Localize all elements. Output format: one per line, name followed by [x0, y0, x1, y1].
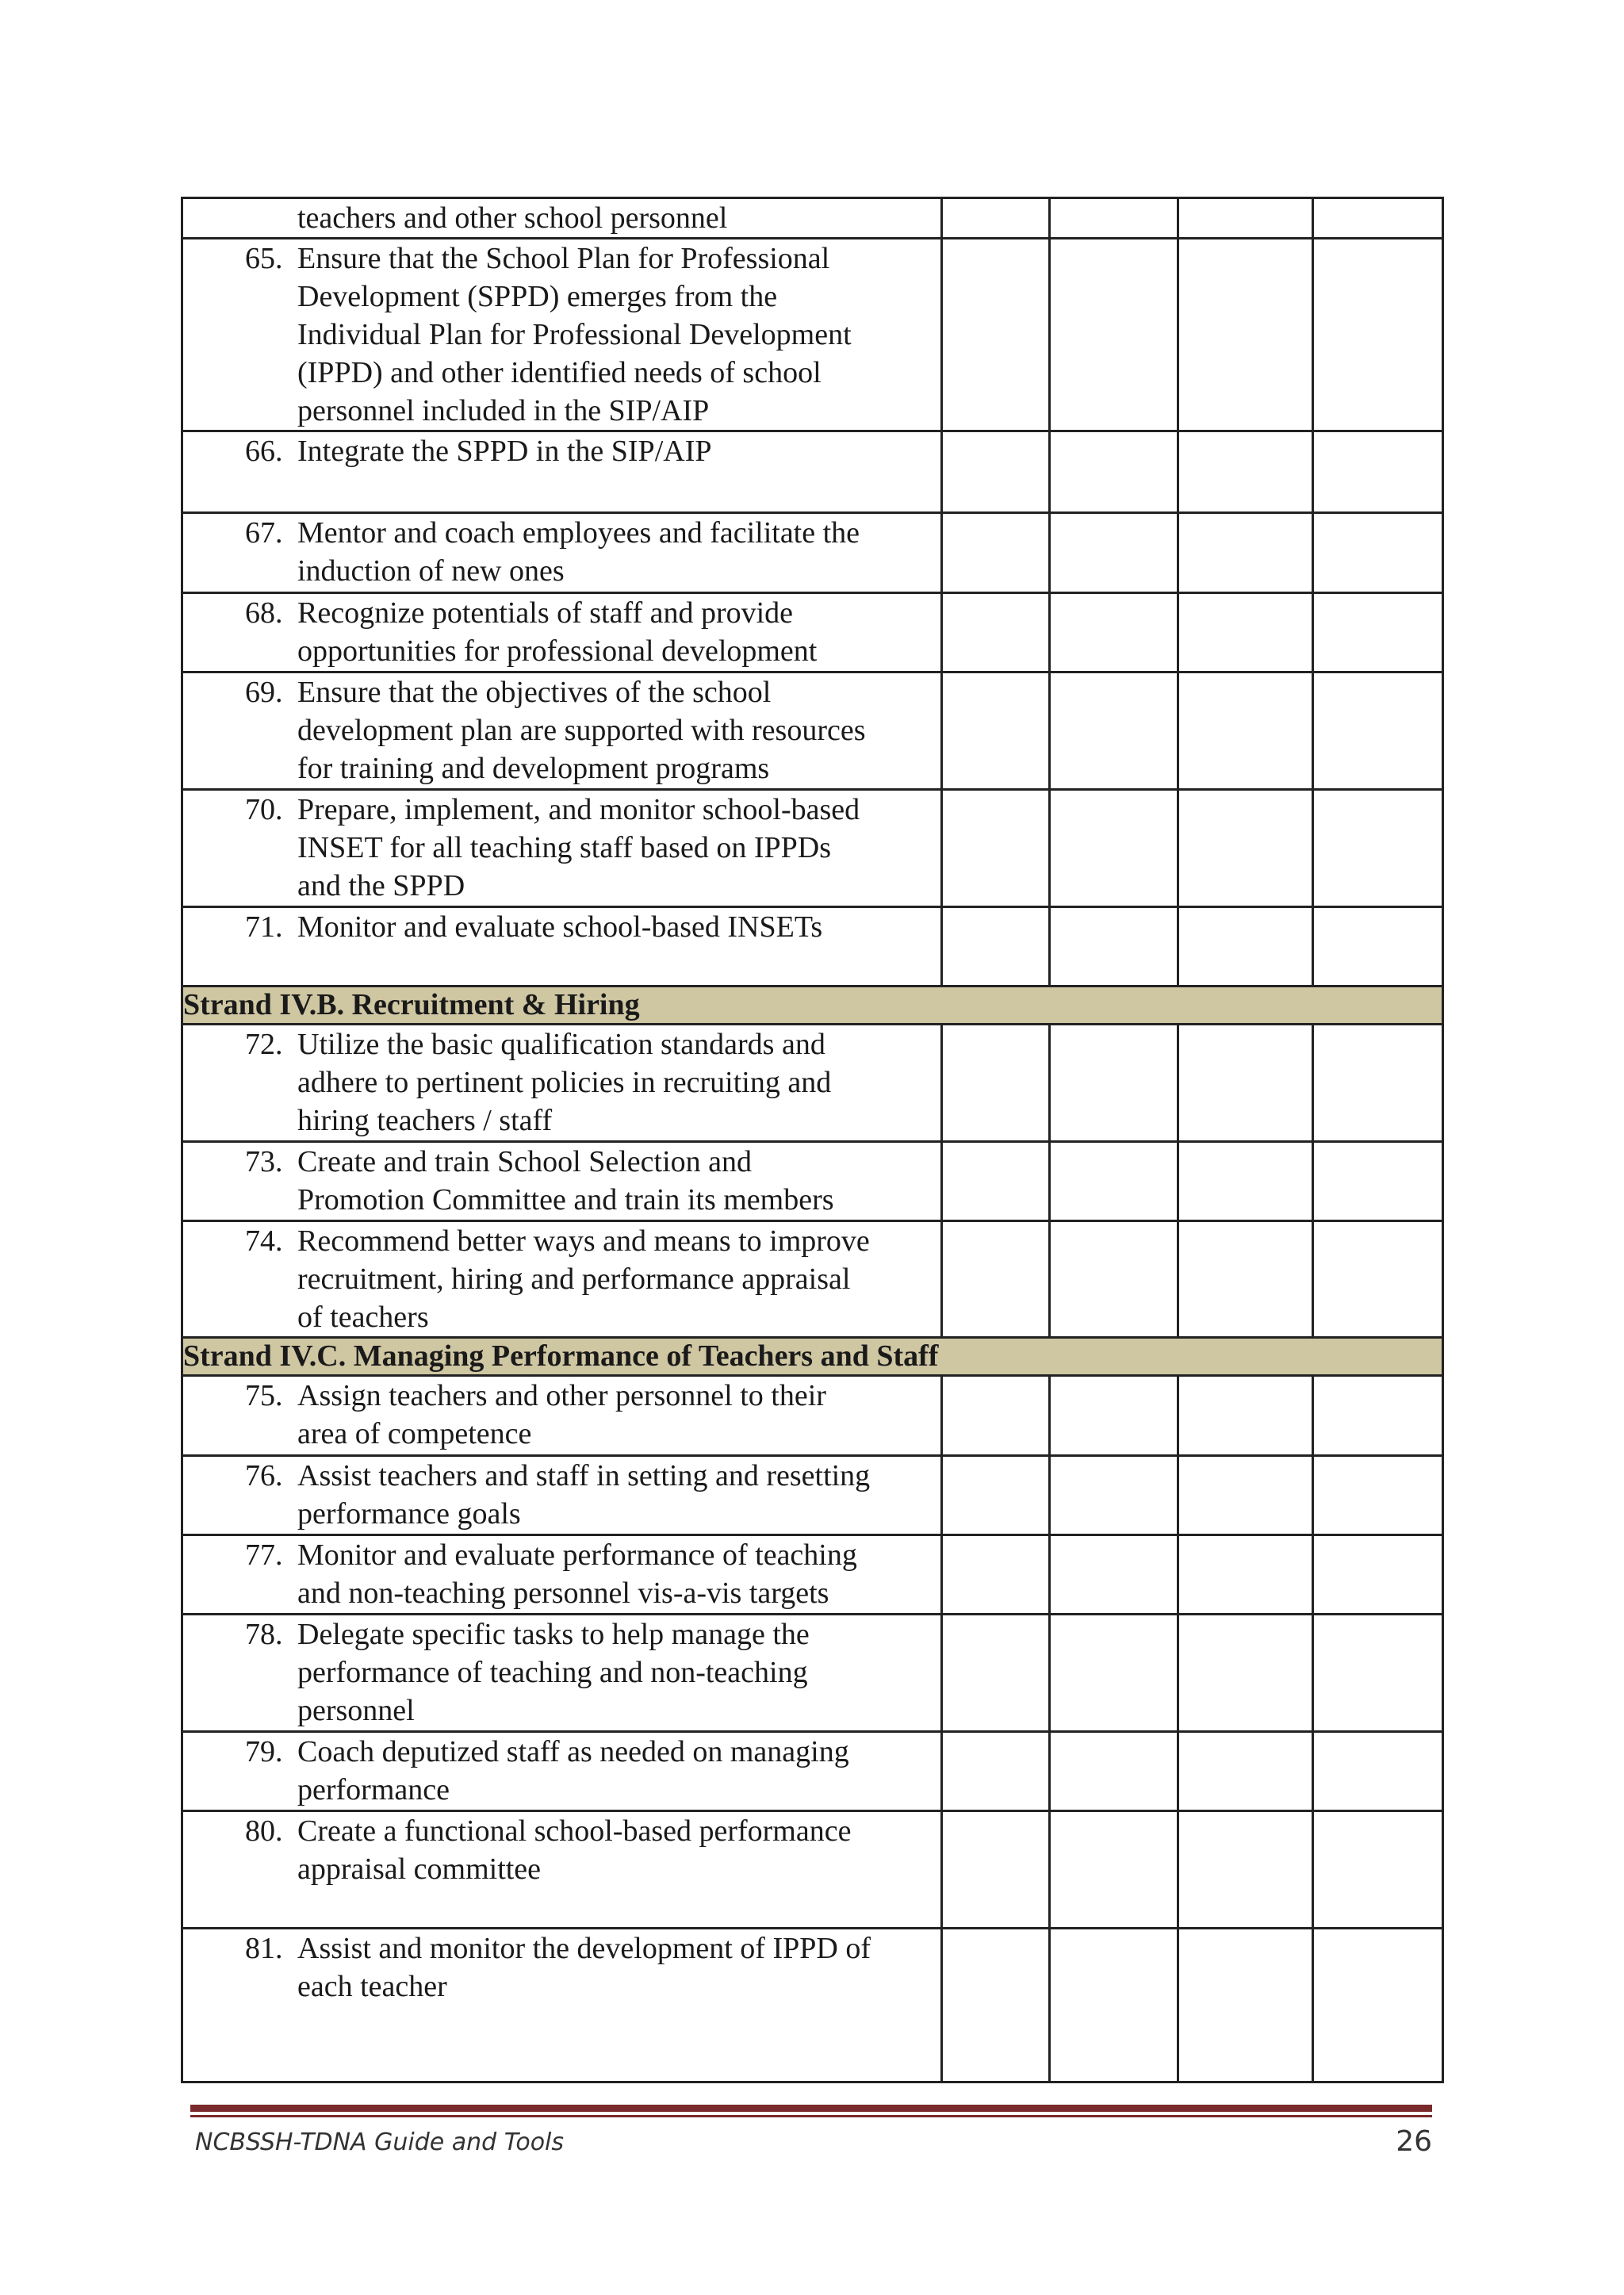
item-line: appraisal committee	[297, 1852, 542, 1886]
table-row	[182, 1732, 1443, 1811]
rating-cell[interactable]	[1050, 513, 1178, 593]
item-line: of teachers	[297, 1301, 429, 1334]
item-number: 76.	[245, 1459, 283, 1492]
item-cell	[182, 198, 942, 239]
item-line: Assist and monitor the development of IPPD of	[297, 1932, 871, 1965]
item-line: Ensure that the School Plan for Professional	[297, 242, 830, 275]
rating-cell[interactable]	[1313, 1376, 1443, 1456]
item-cell	[182, 593, 942, 672]
rating-cell[interactable]	[1050, 1142, 1178, 1221]
rating-cell[interactable]	[1313, 1615, 1443, 1732]
item-cell	[182, 672, 942, 790]
rating-cell[interactable]	[1178, 1142, 1313, 1221]
item-cell	[182, 1142, 942, 1221]
strand-c-heading: Strand IV.C. Managing Performance of Teachers and Staff	[182, 1338, 1443, 1376]
rating-cell[interactable]	[1313, 239, 1443, 431]
item-line: area of competence	[297, 1417, 532, 1450]
rating-cell[interactable]	[1050, 672, 1178, 790]
item-cell	[182, 1929, 942, 2082]
item-line: Development (SPPD) emerges from the	[297, 280, 778, 313]
item-cell	[182, 513, 942, 593]
item-line: adhere to pertinent policies in recruiting and	[297, 1066, 832, 1099]
item-cell	[182, 1025, 942, 1142]
item-line: Create and train School Selection and	[297, 1145, 752, 1178]
rating-cell[interactable]	[1050, 239, 1178, 431]
table-row	[182, 431, 1443, 513]
item-cell	[182, 907, 942, 987]
rating-cell[interactable]	[1178, 1376, 1313, 1456]
item-number: 65.	[245, 242, 283, 275]
rating-cell[interactable]	[942, 1732, 1050, 1811]
item-line: Prepare, implement, and monitor school-based	[297, 793, 860, 826]
item-line: Ensure that the objectives of the school	[297, 676, 772, 709]
rating-cell[interactable]	[1313, 1929, 1443, 2082]
rating-cell[interactable]	[1178, 593, 1313, 672]
item-cell	[182, 1615, 942, 1732]
item-number: 66.	[245, 435, 283, 468]
rating-cell[interactable]	[1050, 790, 1178, 907]
footer-rule	[190, 2105, 1432, 2112]
rating-cell[interactable]	[1178, 1929, 1313, 2082]
item-cell	[182, 1456, 942, 1535]
strand-header-row	[182, 987, 1443, 1025]
rating-cell[interactable]	[1050, 593, 1178, 672]
item-line: and the SPPD	[297, 869, 465, 902]
item-line: and non-teaching personnel vis-a-vis targets	[297, 1577, 829, 1610]
item-line: personnel	[297, 1694, 415, 1727]
item-number: 69.	[245, 676, 283, 709]
rating-cell[interactable]	[942, 513, 1050, 593]
rating-cell[interactable]	[942, 593, 1050, 672]
rating-cell[interactable]	[1050, 1732, 1178, 1811]
table-row	[182, 1142, 1443, 1221]
table-row	[182, 513, 1443, 593]
rating-cell[interactable]	[1313, 1142, 1443, 1221]
item-line: Mentor and coach employees and facilitate the	[297, 516, 860, 550]
rating-cell[interactable]	[942, 1535, 1050, 1615]
rating-cell[interactable]	[1313, 1025, 1443, 1142]
item-number: 67.	[245, 516, 283, 550]
item-cell	[182, 790, 942, 907]
rating-cell[interactable]	[1313, 1221, 1443, 1338]
footer-rule-thin	[190, 2115, 1432, 2117]
item-cell	[182, 1535, 942, 1615]
table-row	[182, 1535, 1443, 1615]
rating-cell[interactable]	[942, 790, 1050, 907]
rating-cell[interactable]	[1313, 672, 1443, 790]
item-cell	[182, 1811, 942, 1929]
rating-cell[interactable]	[1050, 1929, 1178, 2082]
rating-cell[interactable]	[1050, 1811, 1178, 1929]
item-line: Assign teachers and other personnel to their	[297, 1379, 826, 1412]
item-line: Promotion Committee and train its members	[297, 1183, 834, 1216]
item-line: INSET for all teaching staff based on IPPDs	[297, 831, 831, 864]
item-line: Monitor and evaluate school-based INSETs	[297, 910, 823, 944]
rating-cell[interactable]	[942, 907, 1050, 987]
rating-cell[interactable]	[942, 239, 1050, 431]
rating-cell[interactable]	[1178, 431, 1313, 513]
item-line: performance of teaching and non-teaching	[297, 1656, 808, 1689]
rating-cell[interactable]	[1178, 790, 1313, 907]
table-row	[182, 239, 1443, 431]
rating-cell[interactable]	[1178, 1535, 1313, 1615]
page-number: 26	[1396, 2125, 1432, 2158]
item-number: 70.	[245, 793, 283, 826]
item-number: 80.	[245, 1814, 283, 1848]
item-number: 68.	[245, 596, 283, 630]
rating-cell[interactable]	[1050, 907, 1178, 987]
item-line: Integrate the SPPD in the SIP/AIP	[297, 435, 712, 468]
item-line: (IPPD) and other identified needs of school	[297, 356, 822, 389]
item-number: 73.	[245, 1145, 283, 1178]
table-row	[182, 1376, 1443, 1456]
table-row	[182, 1221, 1443, 1338]
rating-cell[interactable]	[1178, 198, 1313, 239]
rating-cell[interactable]	[1178, 1456, 1313, 1535]
item-cell	[182, 431, 942, 513]
rating-cell[interactable]	[1050, 1376, 1178, 1456]
item-line: Individual Plan for Professional Development	[297, 318, 852, 351]
item-line: Monitor and evaluate performance of teaching	[297, 1538, 857, 1572]
table-row	[182, 1811, 1443, 1929]
item-line: performance	[297, 1773, 450, 1806]
rating-cell[interactable]	[1050, 431, 1178, 513]
item-cell	[182, 1221, 942, 1338]
rating-cell[interactable]	[1313, 790, 1443, 907]
item-number: 75.	[245, 1379, 283, 1412]
rating-cell[interactable]	[1050, 198, 1178, 239]
table-row	[182, 790, 1443, 907]
strand-b-heading: Strand IV.B. Recruitment & Hiring	[182, 987, 1443, 1025]
rating-cell[interactable]	[1313, 431, 1443, 513]
table-row	[182, 198, 1443, 239]
rating-cell[interactable]	[1178, 1811, 1313, 1929]
rating-cell[interactable]	[942, 1456, 1050, 1535]
rating-cell[interactable]	[1178, 1615, 1313, 1732]
item-line: induction of new ones	[297, 554, 565, 588]
rating-cell[interactable]	[1050, 1221, 1178, 1338]
item-line: performance goals	[297, 1497, 521, 1531]
rating-cell[interactable]	[942, 1615, 1050, 1732]
rating-cell[interactable]	[1178, 1025, 1313, 1142]
rating-cell[interactable]	[942, 1221, 1050, 1338]
item-number: 77.	[245, 1538, 283, 1572]
item-line: opportunities for professional development	[297, 634, 818, 668]
rating-cell[interactable]	[1313, 1732, 1443, 1811]
item-number: 78.	[245, 1618, 283, 1651]
item-cell	[182, 239, 942, 431]
rating-cell[interactable]	[1313, 593, 1443, 672]
item-line: development plan are supported with resources	[297, 714, 866, 747]
rating-cell[interactable]	[1050, 1025, 1178, 1142]
strand-header-row	[182, 1338, 1443, 1376]
footer-title: NCBSSH-TDNA Guide and Tools	[195, 2128, 565, 2156]
table-row	[182, 907, 1443, 987]
rating-cell[interactable]	[942, 672, 1050, 790]
table-row	[182, 1929, 1443, 2082]
item-line: Utilize the basic qualification standards and	[297, 1028, 825, 1061]
rating-cell[interactable]	[1178, 513, 1313, 593]
table-row	[182, 1456, 1443, 1535]
item-number: 81.	[245, 1932, 283, 1965]
item-line: hiring teachers / staff	[297, 1104, 553, 1137]
item-number: 71.	[245, 910, 283, 944]
rating-cell[interactable]	[1178, 1732, 1313, 1811]
item-number: 79.	[245, 1735, 283, 1768]
rating-cell[interactable]	[942, 1376, 1050, 1456]
rating-cell[interactable]	[1178, 239, 1313, 431]
rating-cell[interactable]	[1178, 672, 1313, 790]
rating-cell[interactable]	[1178, 1221, 1313, 1338]
rating-cell[interactable]	[1050, 1615, 1178, 1732]
rating-cell[interactable]	[1313, 198, 1443, 239]
item-line: Assist teachers and staff in setting and resetting	[297, 1459, 871, 1492]
rating-cell[interactable]	[1178, 907, 1313, 987]
rating-cell[interactable]	[1313, 1456, 1443, 1535]
rating-cell[interactable]	[942, 1811, 1050, 1929]
rating-cell[interactable]	[1313, 907, 1443, 987]
item-line: personnel included in the SIP/AIP	[297, 394, 710, 427]
item-line: each teacher	[297, 1970, 447, 2003]
item-cell	[182, 1376, 942, 1456]
rating-cell[interactable]	[1313, 1811, 1443, 1929]
table-row	[182, 1615, 1443, 1732]
competency-table	[181, 197, 1444, 2083]
item-line: Recommend better ways and means to improve	[297, 1224, 870, 1258]
rating-cell[interactable]	[942, 431, 1050, 513]
table-row	[182, 672, 1443, 790]
rating-cell[interactable]	[942, 1025, 1050, 1142]
rating-cell[interactable]	[942, 198, 1050, 239]
item-line: recruitment, hiring and performance appraisal	[297, 1262, 851, 1296]
rating-cell[interactable]	[1050, 1535, 1178, 1615]
rating-cell[interactable]	[1050, 1456, 1178, 1535]
table-row	[182, 593, 1443, 672]
item-number: 74.	[245, 1224, 283, 1258]
item-line: Create a functional school-based performance	[297, 1814, 852, 1848]
rating-cell[interactable]	[1313, 513, 1443, 593]
table-row	[182, 1025, 1443, 1142]
continuation-text: teachers and other school personnel	[297, 201, 728, 235]
item-line: Recognize potentials of staff and provide	[297, 596, 794, 630]
rating-cell[interactable]	[1313, 1535, 1443, 1615]
rating-cell[interactable]	[942, 1929, 1050, 2082]
item-cell	[182, 1732, 942, 1811]
item-number: 72.	[245, 1028, 283, 1061]
item-line: Delegate specific tasks to help manage the	[297, 1618, 810, 1651]
rating-cell[interactable]	[942, 1142, 1050, 1221]
item-line: Coach deputized staff as needed on managing	[297, 1735, 849, 1768]
item-line: for training and development programs	[297, 752, 770, 785]
